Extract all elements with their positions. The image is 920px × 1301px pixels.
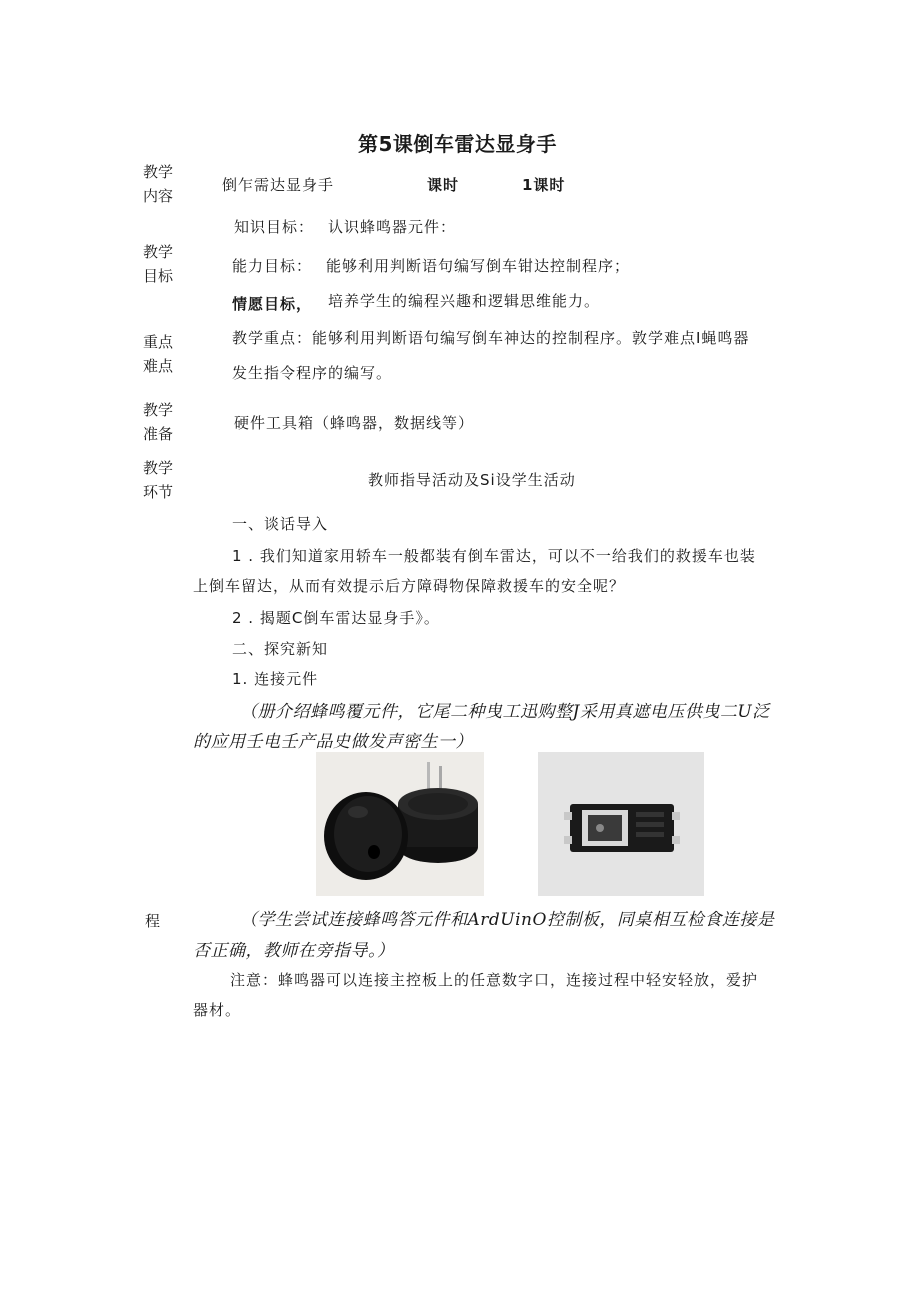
row-label-process-tail: 程	[145, 912, 162, 930]
paragraph-2: 2 . 揭题C倒车雷达显身手》。	[232, 609, 440, 627]
keypoints-line-1: 教学重点：能够利用判断语句编写倒车神达的控制程序。敦学难点I蝇鸣器	[232, 329, 750, 347]
smd-component-illustration	[538, 752, 704, 896]
italic-note-1-line-2: 的应用壬电壬产品史做发声密生一）	[193, 732, 473, 752]
period-value: 1课时	[522, 176, 566, 194]
italic-note-2-line-2: 否正确，教师在旁指导。）	[193, 941, 395, 961]
page-title: 第5课倒车雷达显身手	[358, 132, 557, 156]
goal-emotion-label: 情愿目标，	[232, 295, 313, 313]
row-label-process: 教学环节	[142, 459, 173, 501]
section-heading-explore: 二、探究新知	[232, 640, 329, 658]
note-line-1: 注意：蜂鸣器可以连接主控板上的任意数字口，连接过程中轻安轻放，爱护	[230, 971, 759, 989]
goal-knowledge-label: 知识目标：	[234, 218, 315, 236]
row-label-goals: 教学目标	[142, 243, 173, 285]
prep-value: 硬件工具箱（蜂鸣器，数据线等）	[234, 414, 475, 432]
goal-ability-label: 能力目标：	[232, 257, 313, 275]
period-label: 课时	[427, 176, 460, 194]
italic-note-2-line-1: （学生尝试连接蜂鸣答元件和ArdUinO控制板，同桌相互检食连接是	[240, 910, 775, 930]
goal-ability-value: 能够利用判断语句编写倒车钳达控制程序；	[326, 257, 631, 275]
goal-knowledge-value: 认识蜂鸣器元件：	[328, 218, 457, 236]
paragraph-1-line-2: 上倒车留达，从而有效提示后方障碍物保障救援车的安全呢？	[193, 577, 626, 595]
buzzer-photo	[316, 752, 484, 896]
goal-emotion-value: 培养学生的编程兴趣和逻辑思维能力。	[328, 292, 601, 310]
italic-note-1-line-1: （册介绍蜂鸣覆元件，它尾二种曳工迅购整J采用真遮电压供曳二U泛	[240, 702, 770, 722]
activity-header: 教师指导活动及Si设学生活动	[368, 471, 576, 489]
note-line-2: 器材。	[193, 1001, 242, 1019]
buzzer-illustration	[316, 752, 484, 896]
row-label-keypoints: 重点难点	[142, 333, 173, 375]
smd-component-photo	[538, 752, 704, 896]
keypoints-line-2: 发生指令程序的编写。	[232, 364, 393, 382]
row-label-content: 教学内容	[142, 163, 173, 205]
section-heading-intro: 一、谈话导入	[232, 515, 329, 533]
row-label-prep: 教学准备	[142, 401, 173, 443]
lesson-name: 倒乍需达显身手	[222, 176, 335, 194]
paragraph-1-line-1: 1 . 我们知道家用轿车一般都装有倒车雷达，可以不一给我们的救援车也装	[232, 547, 756, 565]
subheading-connect: 1. 连接元件	[232, 670, 319, 688]
